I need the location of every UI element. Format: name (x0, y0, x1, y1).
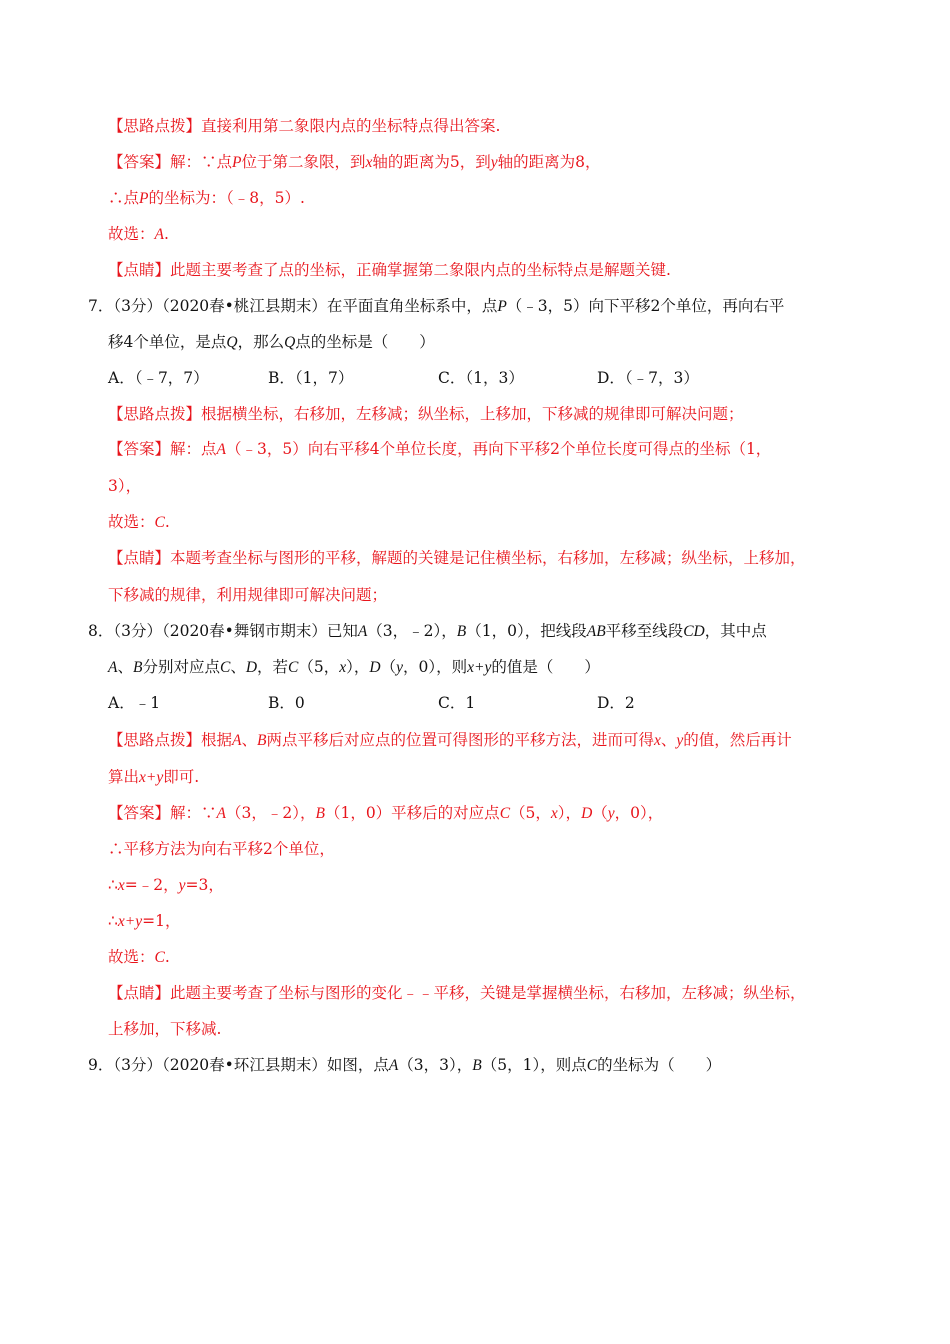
q7-note-line2: 下移减的规律，利用规律即可解决问题； (108, 586, 388, 604)
q8-answer: 【答案】解：∵A（3，﹣2），B（1，0）平移后的对应点C（5，x），D（y，0）， (108, 804, 664, 822)
q8-answer-line4: ∴x+y=1， (108, 912, 181, 930)
q8-stem: 8．（3分）（2020春•舞钢市期末）已知A（3，﹣2），B（1，0），把线段AB平移至线段CD，其中点 (88, 622, 767, 640)
q8-note: 【点睛】此题主要考查了坐标与图形的变化﹣﹣平移，关键是掌握横坐标，右移加，左移减；纵坐标， (108, 984, 806, 1002)
q6-answer: 【答案】解：∵点P位于第二象限，到x轴的距离为5，到y轴的距离为8， (108, 153, 601, 171)
q7-stem-line2: 移4个单位，是点Q，那么Q点的坐标是（ ） (108, 333, 435, 351)
q8-choose: 故选：C. (108, 948, 170, 966)
q6-choose: 故选：A. (108, 225, 169, 243)
q7-option-d: D．（﹣7，3） (597, 369, 699, 387)
q6-hint: 【思路点拨】直接利用第二象限内点的坐标特点得出答案. (108, 117, 501, 135)
q8-hint-line2: 算出x+y即可. (108, 768, 200, 786)
q7-option-a: A．（﹣7，7） (108, 369, 209, 387)
q8-hint: 【思路点拨】根据A、B两点平移后对应点的位置可得图形的平移方法，进而可得x、y的值，然后再计 (108, 731, 792, 749)
q9-stem: 9．（3分）（2020春•环江县期末）如图，点A（3，3），B（5，1），则点C的坐标为（ ） (88, 1056, 722, 1074)
q8-option-c: C．1 (438, 694, 476, 712)
note-tag: 【点睛】 (108, 261, 171, 279)
q8-option-d: D．2 (597, 694, 635, 712)
q7-note: 【点睛】本题考查坐标与图形的平移，解题的关键是记住横坐标，右移加，左移减；纵坐标，上移加， (108, 549, 806, 567)
hint-tag: 【思路点拨】 (108, 117, 202, 135)
q7-stem: 7．（3分）（2020春•桃江县期末）在平面直角坐标系中，点P（﹣3，5）向下平移2个单位，再向右平 (88, 297, 785, 315)
q8-stem-line2: A、B分别对应点C、D，若C（5，x），D（y，0），则x+y的值是（ ） (108, 658, 600, 676)
q7-hint: 【思路点拨】根据横坐标，右移加，左移减；纵坐标，上移加，下移减的规律即可解决问题； (108, 405, 744, 423)
q6-answer-line2: ∴点P的坐标为：（﹣8，5）. (108, 189, 305, 207)
q7-answer: 【答案】解：点A（﹣3，5）向右平移4个单位长度，再向下平移2个单位长度可得点的坐标（1， (108, 440, 772, 458)
q8-option-a: A．﹣1 (108, 694, 161, 712)
q7-choose: 故选：C. (108, 513, 170, 531)
q6-note: 【点睛】此题主要考查了点的坐标，正确掌握第二象限内点的坐标特点是解题关键. (108, 261, 671, 279)
q7-option-c: C．（1，3） (438, 369, 524, 387)
q7-answer-line2: 3）， (108, 477, 142, 495)
q7-option-b: B．（1，7） (268, 369, 354, 387)
q8-option-b: B．0 (268, 694, 305, 712)
answer-tag: 【答案】 (108, 153, 171, 171)
q8-answer-line3: ∴x=﹣2，y=3， (108, 876, 224, 894)
q8-note-line2: 上移加，下移减. (108, 1020, 222, 1038)
q8-answer-line2: ∴平移方法为向右平移2个单位， (108, 840, 335, 858)
